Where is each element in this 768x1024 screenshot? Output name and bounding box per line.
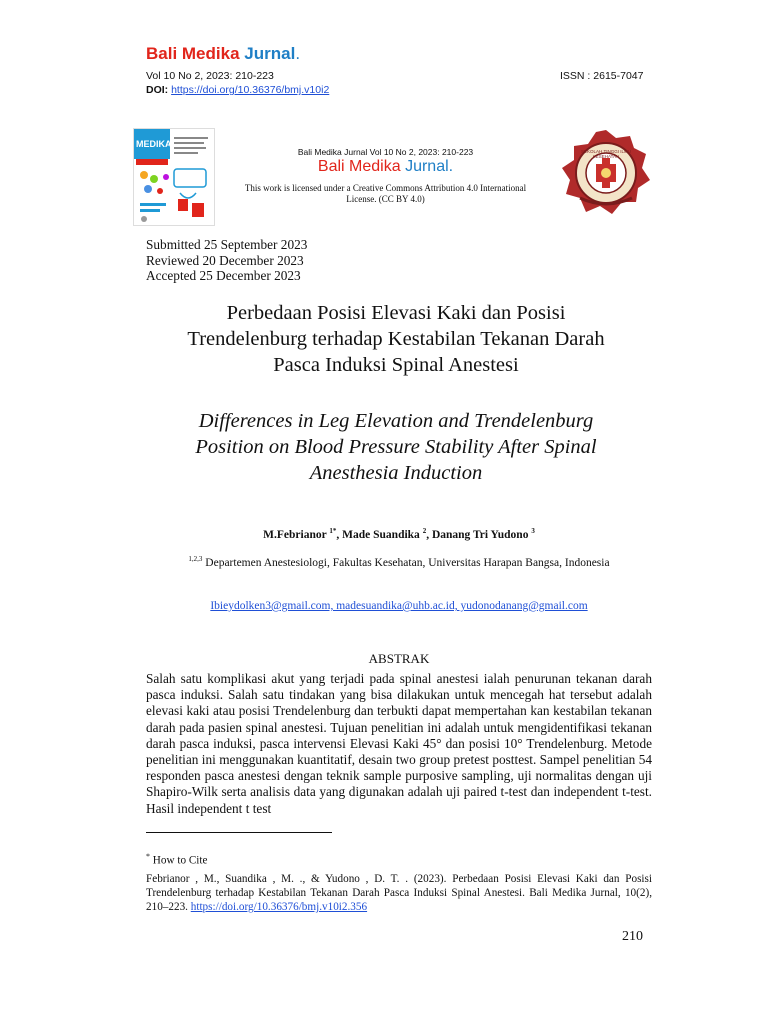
author-list — [146, 527, 652, 541]
author-3: , Danang Tri Yudono — [426, 528, 532, 541]
banner-brand-dot: . — [448, 158, 454, 175]
cover-title: MEDIKA — [136, 139, 172, 149]
footnote-label-text: How to Cite — [150, 854, 208, 867]
date-accepted: Accepted 25 December 2023 — [146, 268, 301, 283]
title-en-line-1: Differences in Leg Elevation and Trendelenburg — [198, 410, 594, 432]
institution-seal — [558, 128, 654, 220]
author-1-sup: 1* — [329, 527, 337, 535]
citation-link[interactable]: https://doi.org/10.36376/bmj.v10i2.356 — [190, 901, 368, 913]
footnote-separator — [146, 832, 332, 833]
footnote-marker: * — [146, 852, 150, 861]
footnote-label — [146, 850, 652, 868]
citation-text: Febrianor , M., Suandika , M. ., & Yudono , D. T. . (2023). Perbedaan Posisi Elevasi Kaki dan Posisi Trendelenburg terhadap Kestabilan Tekanan Darah Pasca Induksi Spinal Anestesi. Bali Medika Jurnal, 10(2), 210–223. — [146, 873, 652, 913]
title-en-line-2: Position on Blood Pressure Stability After Spinal — [195, 436, 597, 458]
journal-header — [146, 44, 300, 64]
page-number: 210 — [622, 929, 643, 944]
affiliation-sup: 1,2,3 — [188, 555, 203, 563]
banner-brand — [213, 158, 558, 176]
author-2: , Made Suandika — [336, 528, 423, 541]
banner-brand-part1: Bali Medika — [317, 158, 401, 175]
affiliation — [146, 555, 652, 569]
footnote-citation — [146, 872, 652, 914]
affiliation-text: Departemen Anestesiologi, Fakultas Kesehatan, Universitas Harapan Bangsa, Indonesia — [202, 556, 610, 569]
author-1: M.Febrianor — [263, 528, 330, 541]
date-reviewed: Reviewed 20 December 2023 — [146, 252, 304, 268]
journal-cover-image — [133, 128, 215, 226]
article-dates — [146, 237, 307, 284]
seal-emblem — [558, 128, 654, 220]
abstract-body: Salah satu komplikasi akut yang terjadi pada spinal anestesi ialah penurunan tekanan darah pasca induksi. Salah satu tindakan yang bisa dilakukan untuk mencegah hat tersebut adalah elevasi kaki atau posisi Trendelenburg dan terbukti dapat mempertahan kan kestabilan tekanan darah pada pasien spinal anestesi. Tujuan penelitian ini adalah untuk mengidentifikasi tekanan darah pasca induksi, pasca intervensi Elevasi Kaki 45° dan posisi 10° Trendelenburg. Metode penelitian ini menggunakan kuantitatif, desain two group pretest posttest. Sampel penelitian 54 responden pasca anestesi dengan teknik sample purposive sampling, uji normalitas dengan uji Shapiro-Wilk serta analisis data yang digunakan adalah uji paired t-test dan independent t-test. Hasil independent t test — [146, 671, 652, 816]
title-id-line-3: Pasca Induksi Spinal Anestesi — [273, 354, 519, 376]
title-id-line-1: Perbedaan Posisi Elevasi Kaki dan Posisi — [226, 302, 566, 324]
title-id-line-2: Trendelenburg terhadap Kestabilan Tekanan Darah — [187, 328, 605, 350]
journal-doi — [146, 84, 329, 96]
banner-brand-part2: Jurnal — [405, 158, 449, 175]
abstract-heading: ABSTRAK — [368, 651, 430, 666]
title-en-line-3: Anesthesia Induction — [309, 462, 483, 484]
journal-issn: ISSN : 2615-7047 — [560, 70, 644, 82]
journal-name-part2: Jurnal — [244, 44, 296, 63]
license-line-1: This work is licensed under a Creative Commons Attribution 4.0 International — [244, 183, 527, 193]
author-emails[interactable]: Ibieydolken3@gmail.com, madesuandika@uhb.ac.id, yudonodanang@gmail.com — [210, 600, 588, 612]
author-2-sup: 2 — [422, 527, 427, 535]
banner-license — [213, 183, 558, 204]
doi-label: DOI: — [146, 84, 169, 96]
seal-text: SEKOLAH TINGGI ILMU KESEHATAN — [581, 149, 631, 159]
license-line-2: License. (CC BY 4.0) — [346, 193, 425, 204]
title-english — [140, 408, 652, 486]
author-3-sup: 3 — [531, 527, 535, 535]
banner-volume-line: Bali Medika Jurnal Vol 10 No 2, 2023: 210-223 — [297, 147, 474, 157]
date-submitted: Submitted 25 September 2023 — [146, 237, 308, 252]
journal-name-part1: Bali Medika — [146, 44, 240, 63]
title-indonesian — [140, 300, 652, 378]
doi-link[interactable]: https://doi.org/10.36376/bmj.v10i2 — [171, 84, 330, 96]
journal-name-dot: . — [295, 44, 301, 63]
journal-volume: Vol 10 No 2, 2023: 210-223 — [146, 70, 274, 82]
